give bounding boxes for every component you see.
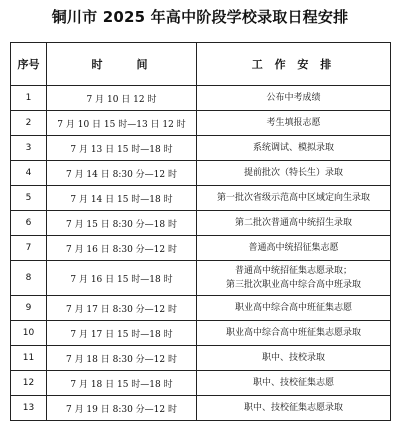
row-seq: 2 [11,111,47,136]
table-row [11,161,391,186]
row-time: 7 月 14 日 15 时—18 时 [47,186,197,211]
row-time: 7 月 17 日 8:30 分—12 时 [47,296,197,321]
row-time: 7 月 18 日 15 时—18 时 [47,371,197,396]
row-task [197,396,391,421]
header-row [11,43,391,86]
header-time: 时 间 [47,43,197,86]
table-row [11,86,391,111]
row-task [197,321,391,346]
header-task: 工 作 安 排 [197,43,391,86]
row-seq: 13 [11,396,47,421]
row-task [197,211,391,236]
row-task-line: 职业高中综合高中班征集志愿录取 [225,328,361,338]
row-seq: 4 [11,161,47,186]
row-time: 7 月 14 日 8:30 分—12 时 [47,161,197,186]
row-task [197,186,391,211]
row-task-line: 职业高中综合高中班征集志愿 [234,303,352,313]
row-task-line: 第一批次省级示范高中区域定向生录取 [216,193,370,203]
page-title: 铜川市 2025 年高中阶段学校录取日程安排 [51,8,349,26]
table-row [11,346,391,371]
table-row [11,136,391,161]
row-time: 7 月 13 日 15 时—18 时 [47,136,197,161]
table-row [11,261,391,296]
table-row [11,296,391,321]
row-task-line: 第三批次职业高中综合高中班录取 [225,280,361,290]
row-task-line: 普通高中统招征集志愿录取； [234,266,352,276]
row-task [197,111,391,136]
row-time: 7 月 18 日 8:30 分—12 时 [47,346,197,371]
row-task [197,236,391,261]
table-row [11,236,391,261]
row-time: 7 月 10 日 12 时 [47,86,197,111]
row-task-line: 普通高中统招征集志愿 [248,243,339,253]
row-seq: 10 [11,321,47,346]
row-task [197,161,391,186]
row-seq: 3 [11,136,47,161]
row-task [197,261,391,296]
table-row [11,111,391,136]
row-seq: 9 [11,296,47,321]
row-time: 7 月 16 日 15 时—18 时 [47,261,197,296]
table-row [11,186,391,211]
row-task [197,86,391,111]
row-seq: 11 [11,346,47,371]
row-seq: 12 [11,371,47,396]
row-seq: 5 [11,186,47,211]
row-task-line: 考生填报志愿 [266,118,321,128]
row-task [197,371,391,396]
row-task-line: 公布中考成绩 [266,93,321,103]
row-task-line: 职中、技校录取 [261,353,325,363]
row-task [197,346,391,371]
row-task-line: 提前批次（特长生）录取 [243,168,343,178]
schedule-body [11,86,391,421]
row-task-line: 第二批次普通高中统招生录取 [234,218,352,228]
table-row [11,371,391,396]
table-row [11,211,391,236]
row-seq: 7 [11,236,47,261]
row-time: 7 月 19 日 8:30 分—12 时 [47,396,197,421]
table-row [11,321,391,346]
row-time: 7 月 17 日 15 时—18 时 [47,321,197,346]
row-task [197,296,391,321]
row-task [197,136,391,161]
row-task-line: 职中、技校征集志愿录取 [243,403,343,413]
row-time: 7 月 16 日 8:30 分—12 时 [47,236,197,261]
table-row [11,396,391,421]
row-seq: 6 [11,211,47,236]
row-task-line: 职中、技校征集志愿 [252,378,334,388]
row-seq: 1 [11,86,47,111]
schedule-table [10,42,391,421]
header-seq: 序号 [11,43,47,86]
row-time: 7 月 10 日 15 时—13 日 12 时 [47,111,197,136]
row-task-line: 系统调试、模拟录取 [252,143,334,153]
row-seq: 8 [11,261,47,296]
row-time: 7 月 15 日 8:30 分—18 时 [47,211,197,236]
